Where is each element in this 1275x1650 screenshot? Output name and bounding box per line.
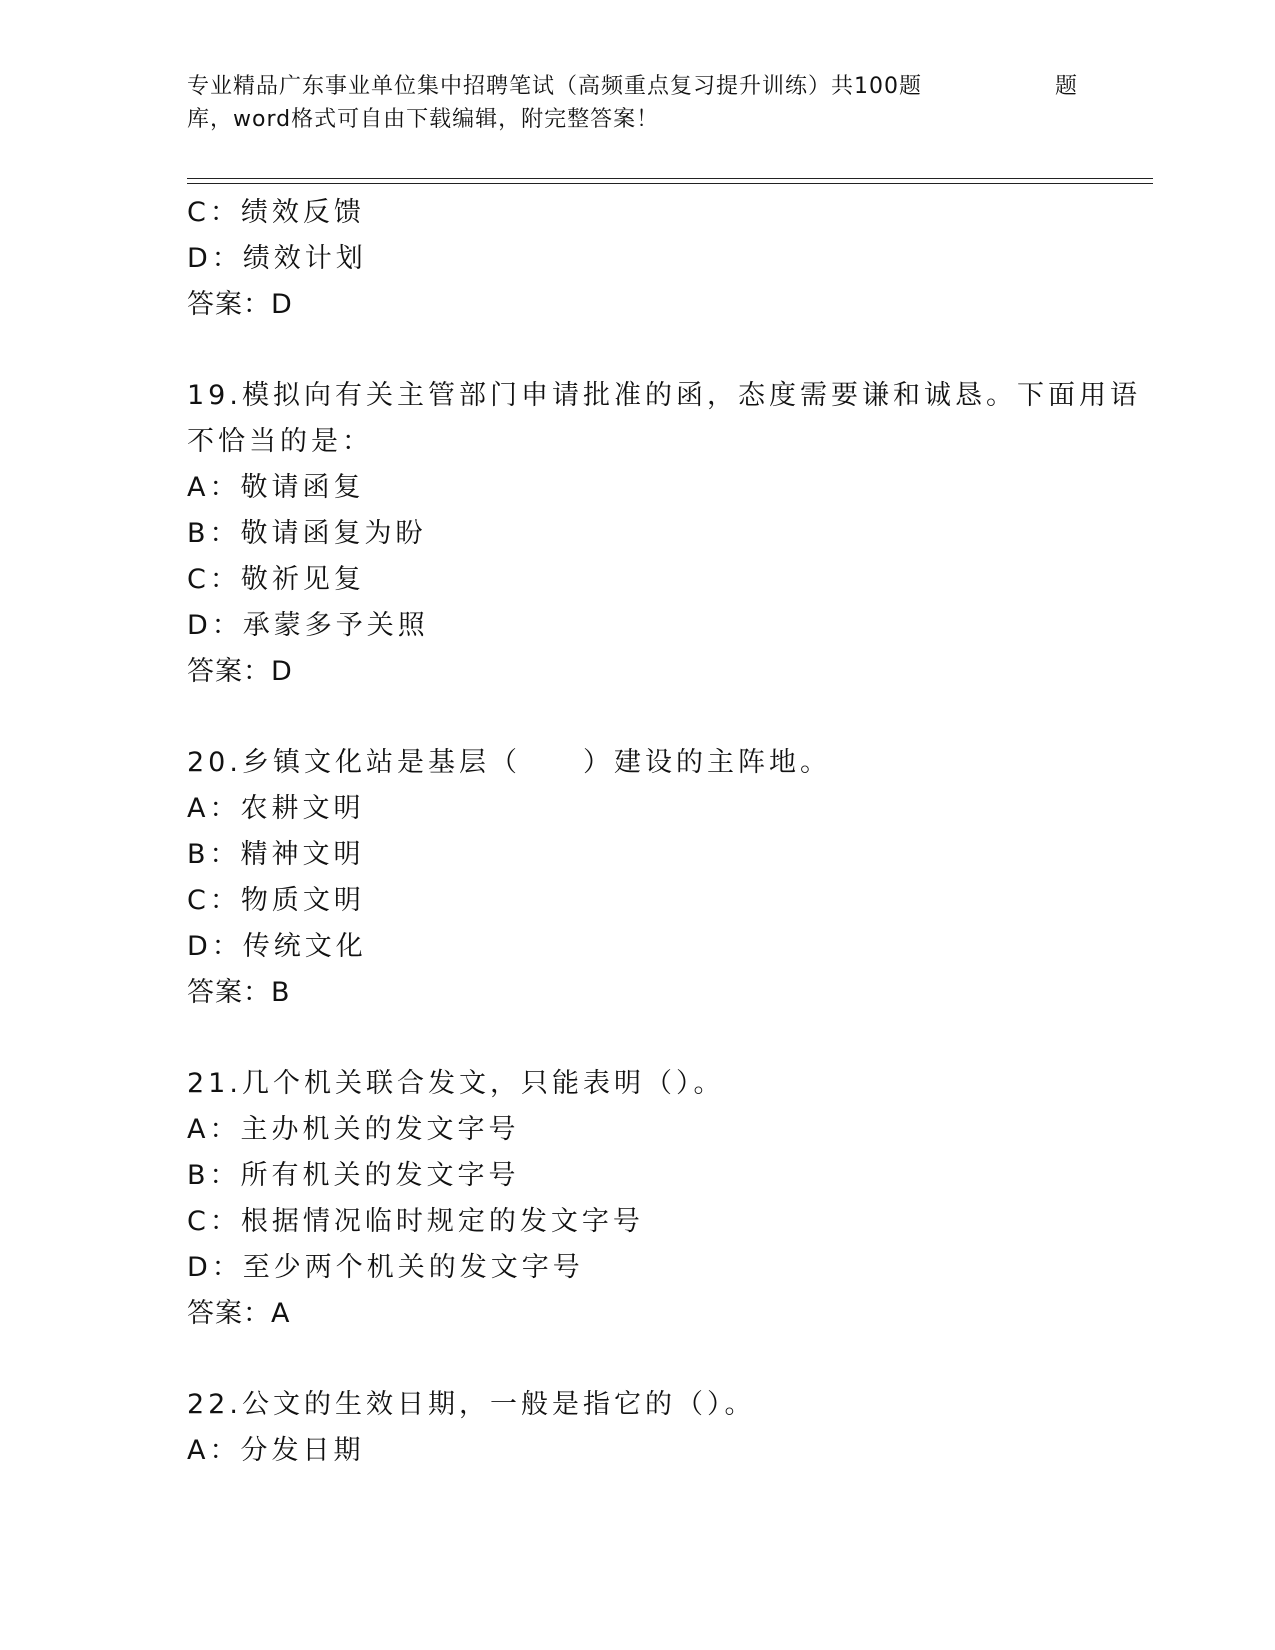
option-b: B：精神文明: [187, 839, 365, 870]
question-block-19: [187, 373, 1147, 695]
option-a: A：敬请函复: [187, 472, 365, 503]
option-c: C：敬祈见复: [187, 564, 365, 595]
header-divider-top: [187, 178, 1153, 179]
option-a: A：分发日期: [187, 1435, 365, 1466]
question-spacer: [187, 1337, 1147, 1382]
answer-line: 答案：D: [187, 289, 293, 320]
question-block-22: [187, 1382, 1147, 1474]
option-d: D：至少两个机关的发文字号: [187, 1252, 584, 1283]
header-line-1-tail: 题: [1055, 74, 1078, 99]
option-d: D：承蒙多予关照: [187, 610, 429, 641]
question-spacer: [187, 1016, 1147, 1061]
document-header: [187, 70, 1087, 136]
option-b: B：所有机关的发文字号: [187, 1160, 520, 1191]
option-a: A：农耕文明: [187, 793, 365, 824]
question-spacer: [187, 328, 1147, 373]
header-line-2: 库，word格式可自由下载编辑，附完整答案！: [187, 107, 660, 132]
option-d: D：传统文化: [187, 931, 367, 962]
question-text-continued: 不恰当的是：: [187, 426, 373, 457]
question-block-21: [187, 1061, 1147, 1337]
question-block-20: [187, 740, 1147, 1016]
option-a: A：主办机关的发文字号: [187, 1114, 520, 1145]
answer-line: 答案：A: [187, 1298, 291, 1329]
question-text: 21.几个机关联合发文，只能表明（）。: [187, 1068, 725, 1099]
option-d: D：绩效计划: [187, 243, 367, 274]
option-b: B：敬请函复为盼: [187, 518, 427, 549]
question-text: 22.公文的生效日期，一般是指它的（）。: [187, 1389, 756, 1420]
option-c: C：物质文明: [187, 885, 365, 916]
question-list: [187, 190, 1147, 1474]
answer-line: 答案：B: [187, 977, 291, 1008]
option-c: C：根据情况临时规定的发文字号: [187, 1206, 644, 1237]
question-text: 19.模拟向有关主管部门申请批准的函，态度需要谦和诚恳。下面用语: [187, 380, 1141, 411]
option-c: C：绩效反馈: [187, 197, 365, 228]
question-text: 20.乡镇文化站是基层（ ）建设的主阵地。: [187, 747, 831, 778]
question-block-18-continued: [187, 190, 1147, 328]
header-line-1: 专业精品广东事业单位集中招聘笔试（高频重点复习提升训练）共100题: [187, 74, 922, 99]
answer-line: 答案：D: [187, 656, 293, 687]
header-divider-bottom: [187, 183, 1153, 184]
question-spacer: [187, 695, 1147, 740]
